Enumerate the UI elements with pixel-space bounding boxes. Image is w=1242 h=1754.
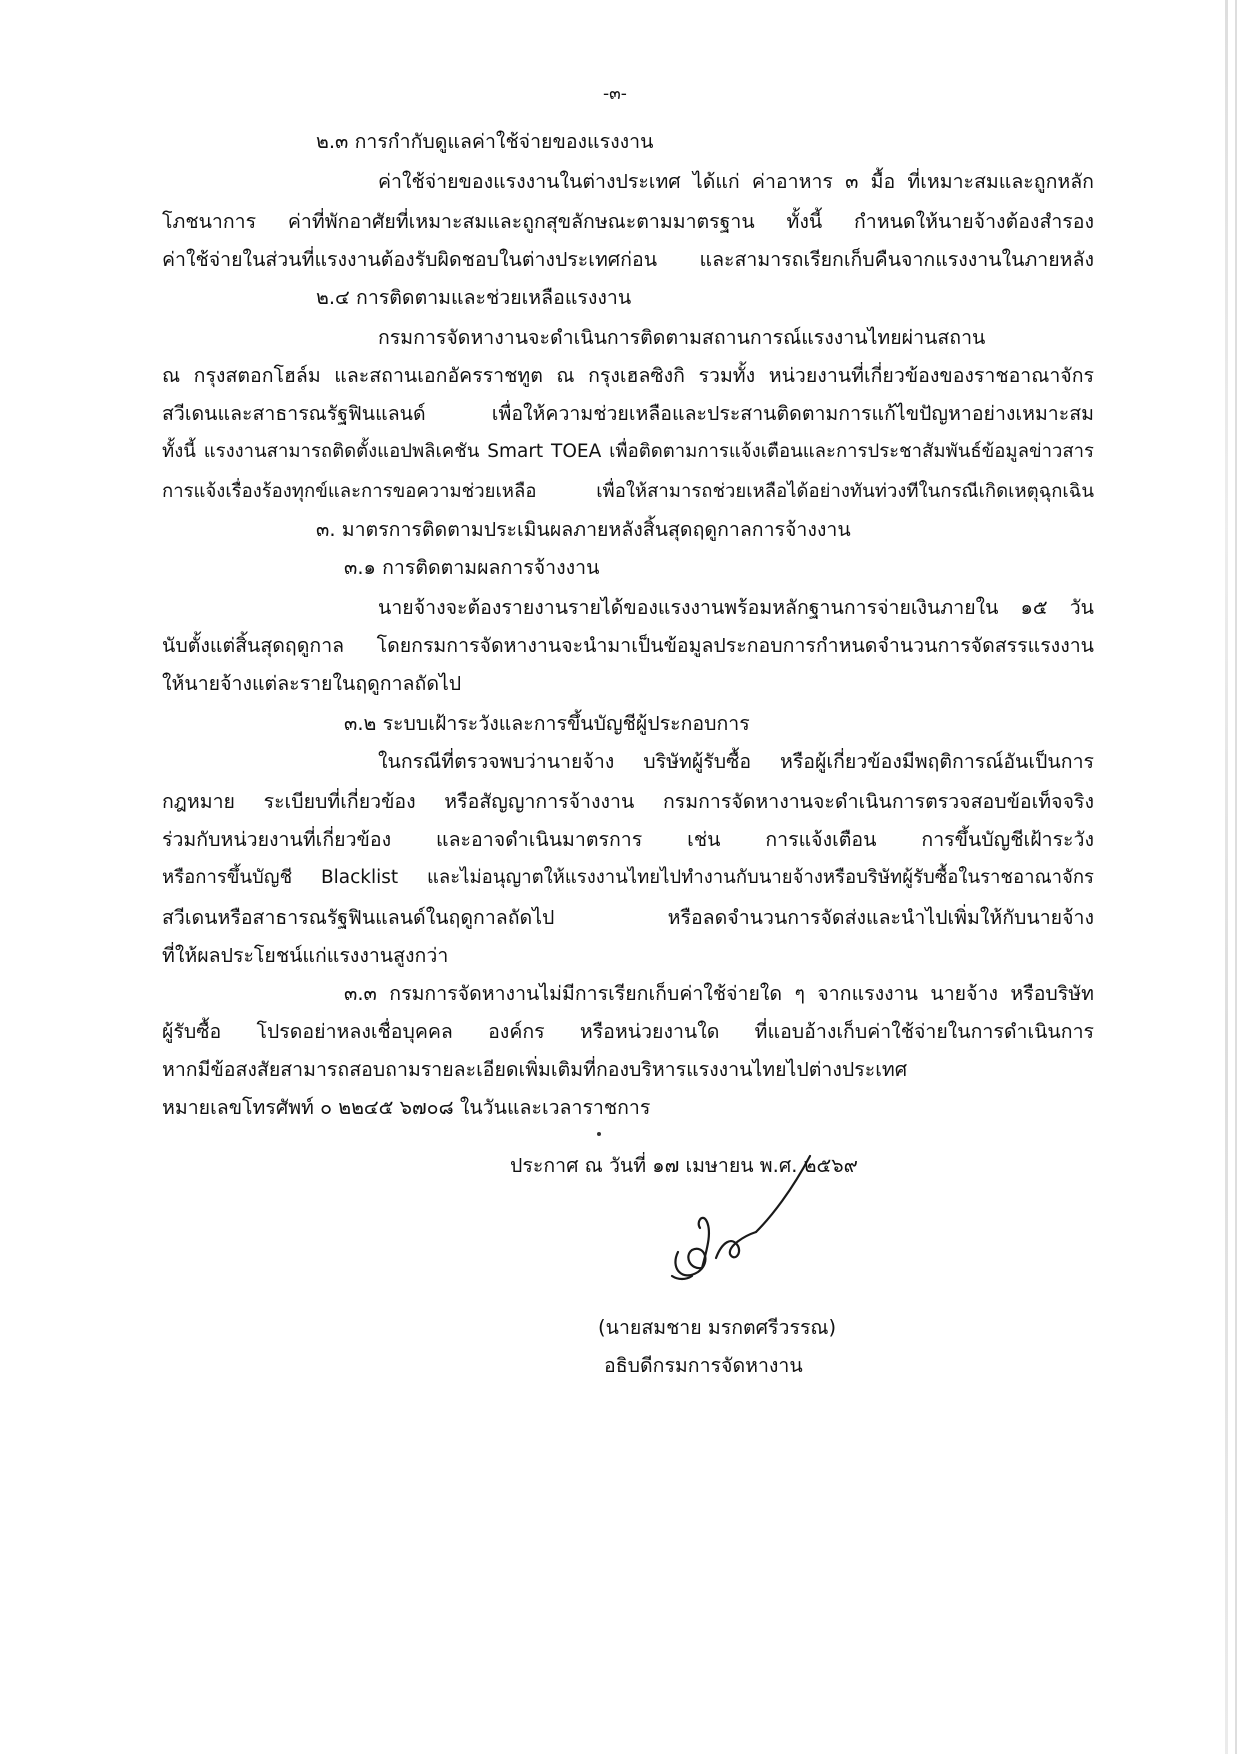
handwritten-signature <box>660 1150 840 1300</box>
section-2-3-line: ค่าใช้จ่ายของแรงงานในต่างประเทศ ได้แก่ ค่าอาหาร ๓ มื้อ ที่เหมาะสมและถูกหลัก <box>378 170 1094 193</box>
page-number: -๓- <box>603 84 627 104</box>
section-2-4-line: สวีเดนและสาธารณรัฐฟินแลนด์ เพื่อให้ความช่วยเหลือและประสานติดตามการแก้ไขปัญหาอย่างเหมาะสม <box>162 402 1094 425</box>
section-3-1-line: ให้นายจ้างแต่ละรายในฤดูกาลถัดไป <box>162 672 462 695</box>
section-2-4-line: กรมการจัดหางานจะดำเนินการติดตามสถานการณ์แรงงานไทยผ่านสถาน <box>378 326 986 349</box>
scan-edge-shadow <box>1225 0 1228 1754</box>
section-2-4-line: ทั้งนี้ แรงงานสามารถติดตั้งแอปพลิเคชัน Smart TOEA เพื่อติดตามการแจ้งเตือนและการประชาสัมพันธ์ข้อมูลข่าวสาร <box>162 441 1094 462</box>
section-2-4-line: การแจ้งเรื่องร้องทุกข์และการขอความช่วยเหลือ เพื่อให้สามารถช่วยเหลือได้อย่างทันท่วงทีในกรณีเกิดเหตุฉุกเฉิน <box>162 481 1094 502</box>
section-3-1-line: นับตั้งแต่สิ้นสุดฤดูกาล โดยกรมการจัดหางานจะนำมาเป็นข้อมูลประกอบการกำหนดจำนวนการจัดสรรแรงงาน <box>162 634 1094 657</box>
section-2-3-title: ๒.๓ การกำกับดูแลค่าใช้จ่ายของแรงงาน <box>316 130 654 153</box>
announcement-date: ประกาศ ณ วันที่ ๑๗ เมษายน พ.ศ. ๒๕๖๙ <box>510 1154 858 1177</box>
section-3-2-line: ในกรณีที่ตรวจพบว่านายจ้าง บริษัทผู้รับซื้อ หรือผู้เกี่ยวข้องมีพฤติการณ์อันเป็นการ <box>378 750 1094 773</box>
signer-title: อธิบดีกรมการจัดหางาน <box>604 1354 803 1377</box>
section-3-3-line: หากมีข้อสงสัยสามารถสอบถามรายละเอียดเพิ่มเติมที่กองบริหารแรงงานไทยไปต่างประเทศ <box>162 1058 908 1081</box>
section-2-4-line: ณ กรุงสตอกโฮล์ม และสถานเอกอัครราชทูต ณ กรุงเฮลซิงกิ รวมทั้ง หน่วยงานที่เกี่ยวข้องของราชอาณาจักร <box>162 364 1094 387</box>
section-3-3-line: ผู้รับซื้อ โปรดอย่าหลงเชื่อบุคคล องค์กร หรือหน่วยงานใด ที่แอบอ้างเก็บค่าใช้จ่ายในการดำเนินการ <box>162 1020 1094 1043</box>
section-3-2-title: ๓.๒ ระบบเฝ้าระวังและการขึ้นบัญชีผู้ประกอบการ <box>344 712 750 735</box>
section-3-2-line: ที่ให้ผลประโยชน์แก่แรงงานสูงกว่า <box>162 944 449 967</box>
section-3-3-line: หมายเลขโทรศัพท์ ๐ ๒๒๔๕ ๖๗๐๘ ในวันและเวลาราชการ <box>162 1096 651 1119</box>
section-3-2-line: หรือการขึ้นบัญชี Blacklist และไม่อนุญาตให้แรงงานไทยไปทำงานกับนายจ้างหรือบริษัทผู้รับซื้อในราชอาณาจักร <box>162 867 1094 888</box>
section-2-3-line: ค่าใช้จ่ายในส่วนที่แรงงานต้องรับผิดชอบในต่างประเทศก่อน และสามารถเรียกเก็บคืนจากแรงงานในภายหลัง <box>162 248 1094 271</box>
section-3-3-line: ๓.๓ กรมการจัดหางานไม่มีการเรียกเก็บค่าใช้จ่ายใด ๆ จากแรงงาน นายจ้าง หรือบริษัท <box>344 982 1094 1005</box>
section-2-4-title: ๒.๔ การติดตามและช่วยเหลือแรงงาน <box>316 286 632 309</box>
section-3-2-line: สวีเดนหรือสาธารณรัฐฟินแลนด์ในฤดูกาลถัดไป หรือลดจำนวนการจัดส่งและนำไปเพิ่มให้กับนายจ้าง <box>162 906 1094 929</box>
section-3-2-line: กฎหมาย ระเบียบที่เกี่ยวข้อง หรือสัญญาการจ้างงาน กรมการจัดหางานจะดำเนินการตรวจสอบข้อเท็จจริง <box>162 790 1094 813</box>
signer-name: (นายสมชาย มรกตศรีวรรณ) <box>598 1316 837 1339</box>
section-3-1-title: ๓.๑ การติดตามผลการจ้างงาน <box>344 556 600 579</box>
scan-edge-line <box>1235 0 1237 1754</box>
section-3-2-line: ร่วมกับหน่วยงานที่เกี่ยวข้อง และอาจดำเนินมาตรการ เช่น การแจ้งเตือน การขึ้นบัญชีเฝ้าระวัง <box>162 828 1094 851</box>
scan-speck <box>597 1132 601 1136</box>
section-3-title: ๓. มาตรการติดตามประเมินผลภายหลังสิ้นสุดฤดูกาลการจ้างงาน <box>316 518 851 541</box>
section-2-3-line: โภชนาการ ค่าที่พักอาศัยที่เหมาะสมและถูกสุขลักษณะตามมาตรฐาน ทั้งนี้ กำหนดให้นายจ้างต้องสำรอง <box>162 210 1094 233</box>
section-3-1-line: นายจ้างจะต้องรายงานรายได้ของแรงงานพร้อมหลักฐานการจ่ายเงินภายใน ๑๕ วัน <box>378 596 1094 619</box>
